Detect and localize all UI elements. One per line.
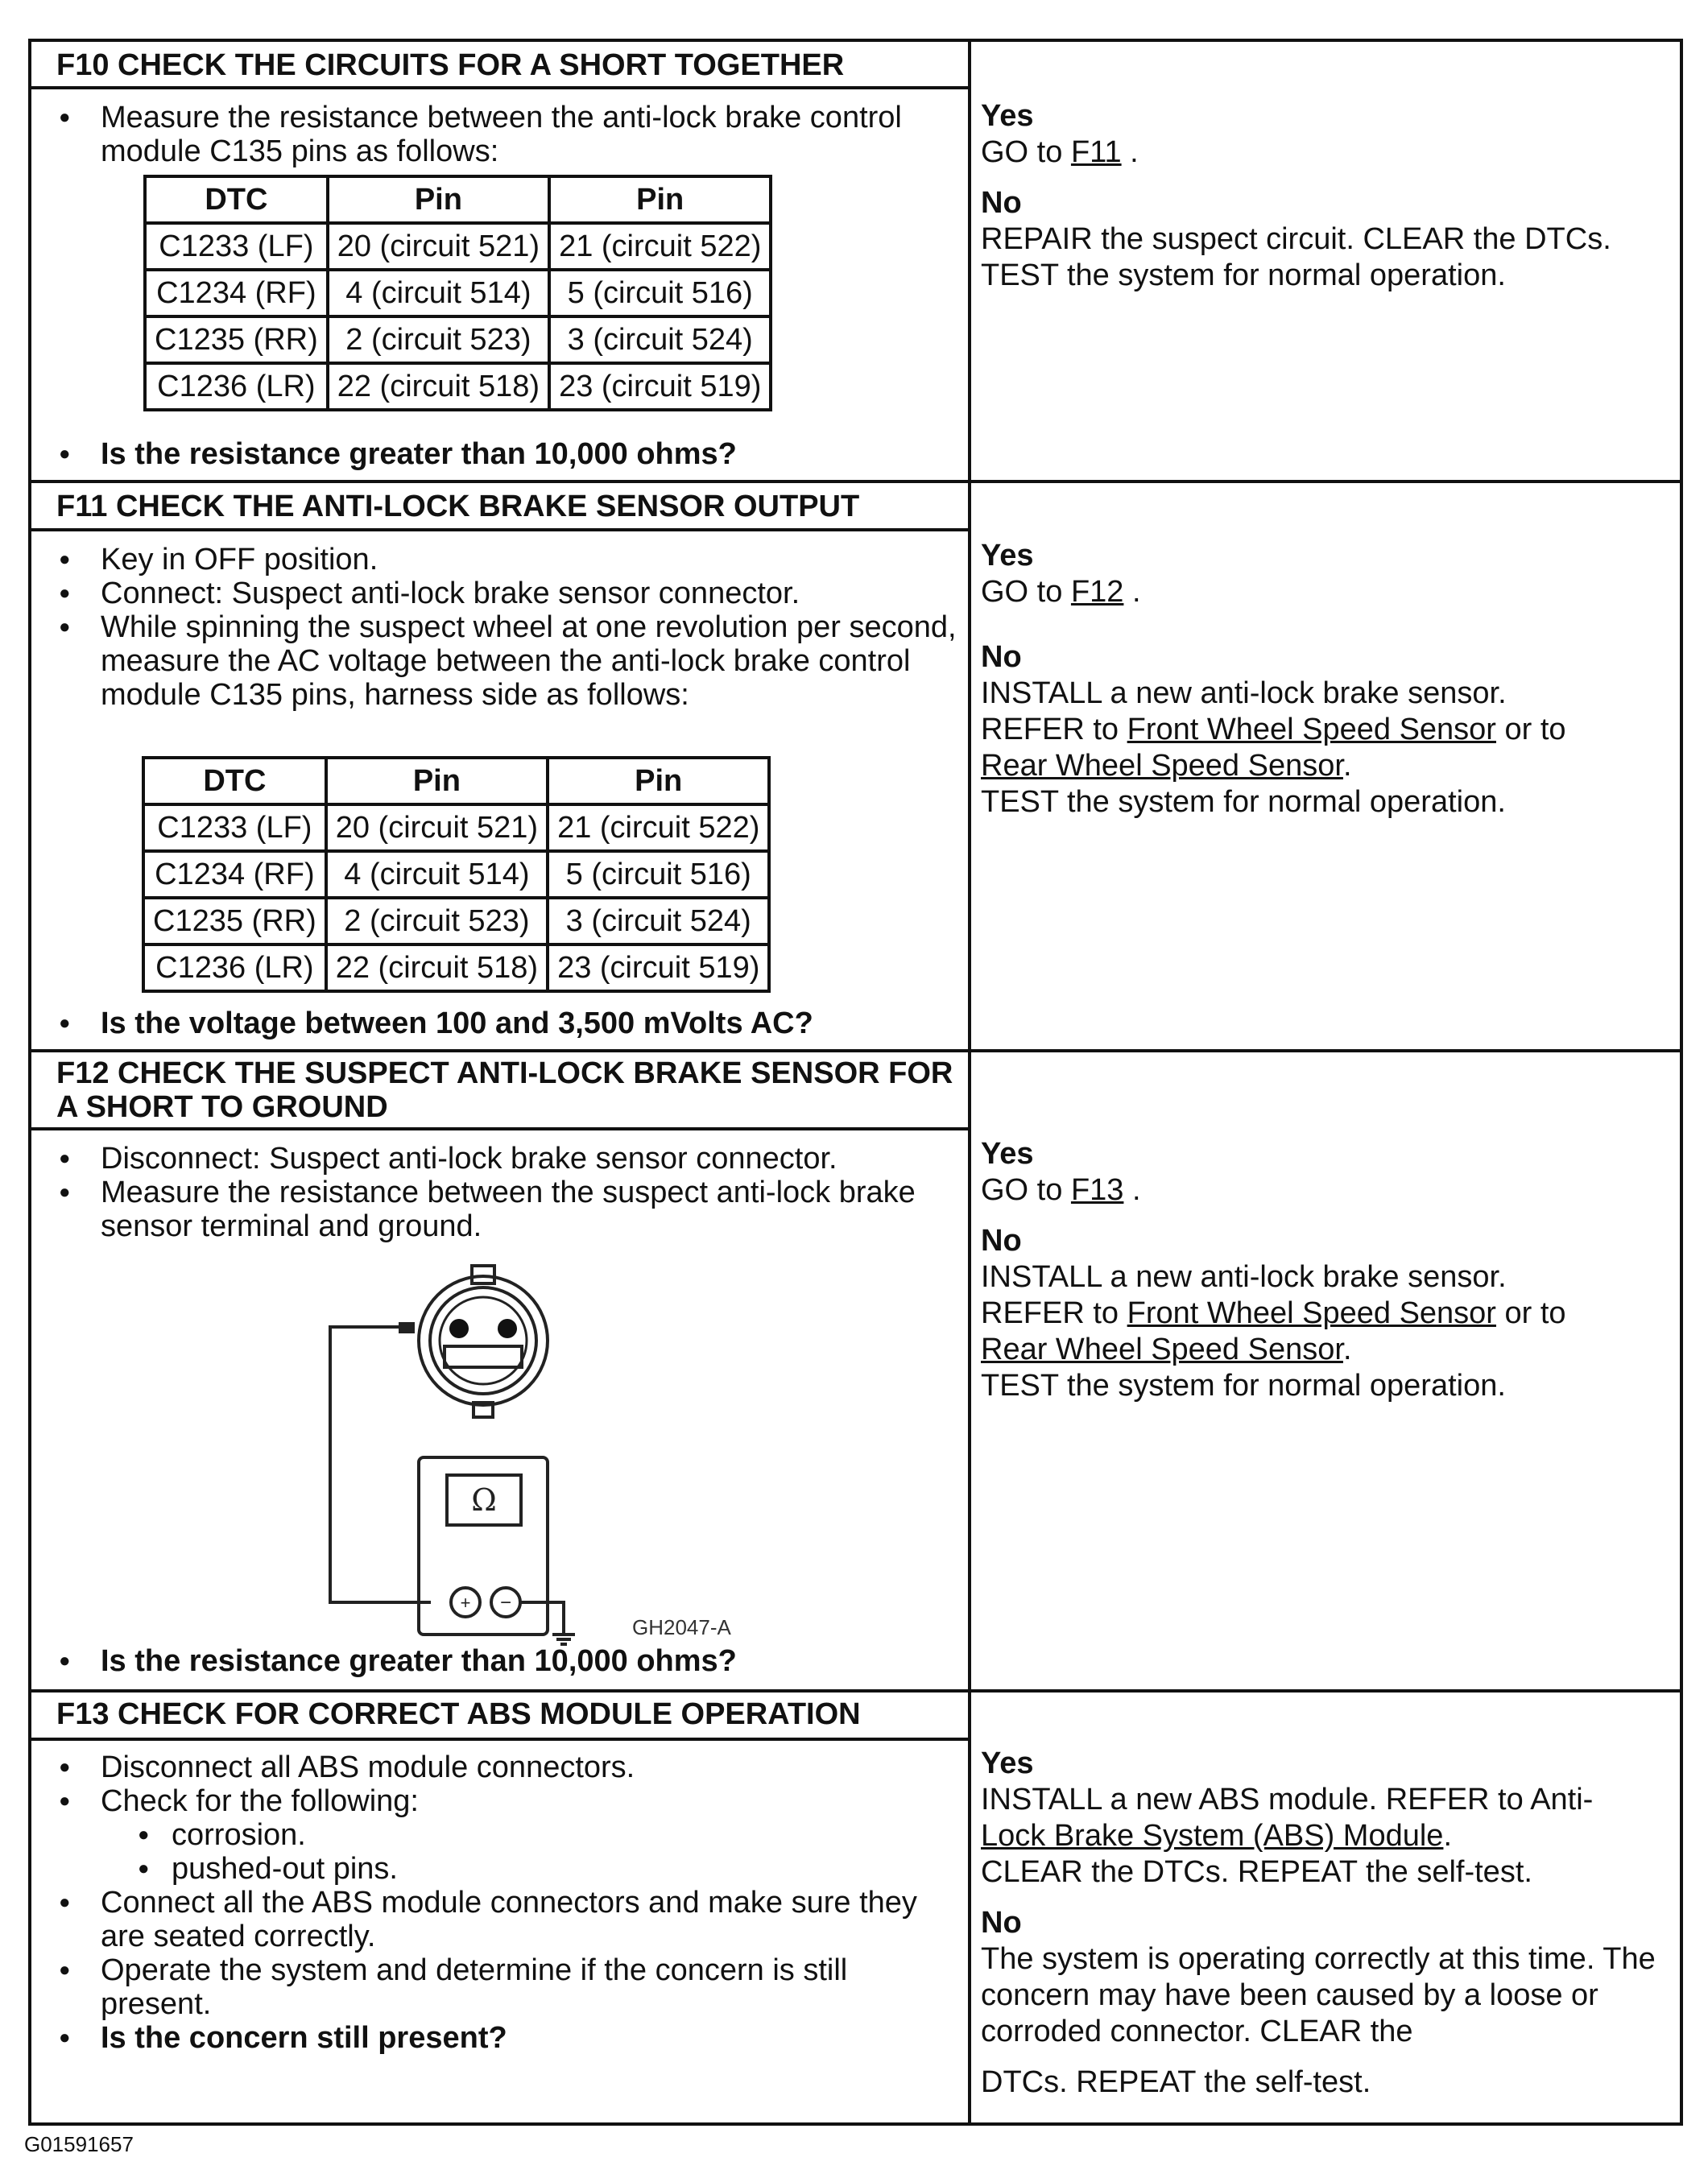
- step-instructions: [101, 1142, 962, 1243]
- step-title-f12: F12 CHECK THE SUSPECT ANTI-LOCK BRAKE SENSOR FOR A SHORT TO GROUND: [56, 1056, 953, 1124]
- yes-text: GO to: [981, 1173, 1063, 1207]
- table-row: [145, 223, 771, 270]
- row-divider: [28, 480, 1683, 483]
- table-cell: 3 (circuit 524): [549, 316, 771, 363]
- instruction-item: ● Measure the resistance between the suspect anti-lock brake sensor terminal and ground.: [101, 1176, 962, 1243]
- yes-label: Yes: [981, 99, 1034, 133]
- yes-answer: GO to F12 .: [981, 575, 1141, 609]
- table-cell: C1235 (RR): [143, 898, 326, 944]
- goto-f12-link[interactable]: F12: [1070, 575, 1124, 609]
- table-header: Pin: [548, 758, 769, 804]
- or-text: or to: [1504, 713, 1566, 746]
- no-text: INSTALL a new anti-lock brake sensor.: [981, 1260, 1507, 1294]
- refer-text: REFER to: [981, 1296, 1119, 1330]
- sub-item: ● pushed-out pins.: [172, 1852, 962, 1886]
- step-question: [101, 1006, 962, 1040]
- table-header: Pin: [328, 176, 549, 223]
- rear-wheel-speed-sensor-link[interactable]: Rear Wheel Speed Sensor: [981, 749, 1343, 783]
- test-lead-wire: [330, 1327, 431, 1602]
- step-question: [101, 1644, 962, 1678]
- table-cell: C1235 (RR): [145, 316, 328, 363]
- table-cell: C1233 (LF): [145, 223, 328, 270]
- table-header: DTC: [143, 758, 326, 804]
- table-row: [143, 804, 769, 851]
- sensor-connector-inner: [430, 1287, 536, 1394]
- no-text: TEST the system for normal operation.: [981, 1369, 1506, 1403]
- no-refer-line2: Rear Wheel Speed Sensor.: [981, 1333, 1352, 1366]
- table-row: [145, 316, 771, 363]
- no-text: TEST the system for normal operation.: [981, 785, 1506, 819]
- table-cell: C1234 (RF): [145, 270, 328, 316]
- table-row: [143, 851, 769, 898]
- step-instructions: [101, 543, 962, 712]
- table-cell: C1236 (LR): [143, 944, 326, 991]
- row-divider: [28, 1049, 1683, 1052]
- no-text: DTCs. REPEAT the self-test.: [981, 2065, 1371, 2099]
- answer-column: [981, 98, 1673, 294]
- yes-label: Yes: [981, 1746, 1034, 1780]
- question-item: ● Is the voltage between 100 and 3,500 mVolts AC?: [101, 1006, 962, 1040]
- no-refer-line2: Rear Wheel Speed Sensor.: [981, 749, 1352, 783]
- goto-f11-link[interactable]: F11: [1070, 135, 1122, 169]
- table-cell: 23 (circuit 519): [548, 944, 769, 991]
- table-cell: C1236 (LR): [145, 363, 328, 410]
- step-question: [101, 437, 962, 471]
- instruction-item: ● While spinning the suspect wheel at one revolution per second, measure the AC voltage between the anti-lock brake control module C135 pins, harness side as follows:: [101, 610, 962, 712]
- instruction-text: Check for the following:: [101, 1784, 419, 1818]
- table-cell: 4 (circuit 514): [326, 851, 548, 898]
- step-title-f11: F11 CHECK THE ANTI-LOCK BRAKE SENSOR OUTPUT: [56, 490, 860, 523]
- no-label: No: [981, 1224, 1022, 1258]
- table-row: [143, 898, 769, 944]
- document-id: G01591657: [24, 2132, 134, 2156]
- column-divider: [968, 39, 971, 2126]
- yes-answer: GO to F13 .: [981, 1173, 1141, 1207]
- table-cell: 22 (circuit 518): [328, 363, 549, 410]
- table-cell: 4 (circuit 514): [328, 270, 549, 316]
- table-cell: C1233 (LF): [143, 804, 326, 851]
- yes-text: INSTALL a new ABS module. REFER to Anti-: [981, 1783, 1594, 1816]
- step-instructions: [101, 101, 962, 168]
- yes-text: CLEAR the DTCs. REPEAT the self-test.: [981, 1855, 1532, 1889]
- refer-text: REFER to: [981, 713, 1119, 746]
- table-cell: C1234 (RF): [143, 851, 326, 898]
- front-wheel-speed-sensor-link[interactable]: Front Wheel Speed Sensor: [1127, 713, 1496, 746]
- sensor-ohmmeter-diagram: [306, 1256, 870, 1659]
- step-title-f13: F13 CHECK FOR CORRECT ABS MODULE OPERATION: [56, 1697, 861, 1731]
- sensor-pin: [449, 1319, 469, 1338]
- question-item: ● Is the concern still present?: [101, 2021, 962, 2055]
- no-label: No: [981, 1906, 1022, 1940]
- goto-f13-link[interactable]: F13: [1070, 1173, 1124, 1207]
- instruction-item: ● Connect: Suspect anti-lock brake sensor connector.: [101, 577, 962, 610]
- answer-column: [981, 538, 1673, 820]
- table-cell: 21 (circuit 522): [549, 223, 771, 270]
- table-cell: 5 (circuit 516): [549, 270, 771, 316]
- svg-text:+: +: [460, 1593, 471, 1613]
- table-cell: 23 (circuit 519): [549, 363, 771, 410]
- table-cell: 20 (circuit 521): [328, 223, 549, 270]
- answer-column: [981, 1136, 1673, 1404]
- ground-wire: [520, 1602, 564, 1635]
- yes-label: Yes: [981, 1137, 1034, 1171]
- instruction-item: ● Key in OFF position.: [101, 543, 962, 577]
- yes-text: GO to: [981, 135, 1063, 169]
- yes-text: GO to: [981, 575, 1063, 609]
- or-text: or to: [1504, 1296, 1566, 1330]
- ohm-symbol: Ω: [471, 1482, 497, 1518]
- question-item: ● Is the resistance greater than 10,000 ohms?: [101, 1644, 962, 1678]
- instruction-item: [101, 1784, 962, 1886]
- svg-text:−: −: [499, 1592, 512, 1614]
- table-header: Pin: [326, 758, 548, 804]
- table-row: [143, 944, 769, 991]
- no-refer-line: [981, 712, 1673, 748]
- table-header: DTC: [145, 176, 328, 223]
- table-cell: 20 (circuit 521): [326, 804, 548, 851]
- title-underline: [28, 1127, 971, 1130]
- step-instructions: [101, 1750, 962, 2055]
- title-underline: [28, 1738, 971, 1741]
- pin-table: [142, 756, 771, 993]
- instruction-item: ● Operate the system and determine if the concern is still present.: [101, 1953, 962, 2021]
- question-item: ● Is the resistance greater than 10,000 ohms?: [101, 437, 962, 471]
- table-row: [145, 363, 771, 410]
- row-divider: [28, 1689, 1683, 1692]
- table-cell: 2 (circuit 523): [326, 898, 548, 944]
- instruction-item: ● Connect all the ABS module connectors and make sure they are seated correctly.: [101, 1886, 962, 1953]
- table-cell: 22 (circuit 518): [326, 944, 548, 991]
- sensor-pin: [498, 1319, 517, 1338]
- figure-label: GH2047-A: [632, 1615, 731, 1639]
- yes-label: Yes: [981, 539, 1034, 572]
- table-cell: 3 (circuit 524): [548, 898, 769, 944]
- pin-table: [143, 175, 772, 411]
- sensor-connector-outer: [419, 1276, 548, 1405]
- table-cell: 2 (circuit 523): [328, 316, 549, 363]
- rear-wheel-speed-sensor-link[interactable]: Rear Wheel Speed Sensor: [981, 1333, 1343, 1366]
- sub-instructions: [101, 1818, 962, 1886]
- step-title-f10: F10 CHECK THE CIRCUITS FOR A SHORT TOGETHER: [56, 48, 845, 82]
- title-underline: [28, 528, 971, 531]
- table-row: [145, 270, 771, 316]
- front-wheel-speed-sensor-link[interactable]: Front Wheel Speed Sensor: [1127, 1296, 1496, 1330]
- abs-module-link[interactable]: Lock Brake System (ABS) Module: [981, 1819, 1444, 1853]
- instruction-item: ● Disconnect: Suspect anti-lock brake sensor connector.: [101, 1142, 962, 1176]
- table-cell: 21 (circuit 522): [548, 804, 769, 851]
- instruction-item: ● Measure the resistance between the anti-lock brake control module C135 pins as follows:: [101, 101, 962, 168]
- sub-item: ● corrosion.: [172, 1818, 962, 1852]
- no-label: No: [981, 640, 1022, 674]
- table-cell: 5 (circuit 516): [548, 851, 769, 898]
- table-header: Pin: [549, 176, 771, 223]
- answer-column: [981, 1746, 1673, 2101]
- no-text: The system is operating correctly at this time. The concern may have been caused by a loose or corroded connector. CLEAR the: [981, 1942, 1656, 2048]
- no-text: INSTALL a new anti-lock brake sensor.: [981, 676, 1507, 710]
- no-refer-line: [981, 1296, 1673, 1332]
- no-text: REPAIR the suspect circuit. CLEAR the DTCs. TEST the system for normal operation.: [981, 222, 1611, 292]
- no-label: No: [981, 186, 1022, 220]
- connector-key: [445, 1346, 522, 1367]
- yes-answer: GO to F11 .: [981, 135, 1139, 169]
- instruction-item: ● Disconnect all ABS module connectors.: [101, 1750, 962, 1784]
- title-underline: [28, 86, 971, 89]
- yes-link-line: Lock Brake System (ABS) Module.: [981, 1819, 1452, 1853]
